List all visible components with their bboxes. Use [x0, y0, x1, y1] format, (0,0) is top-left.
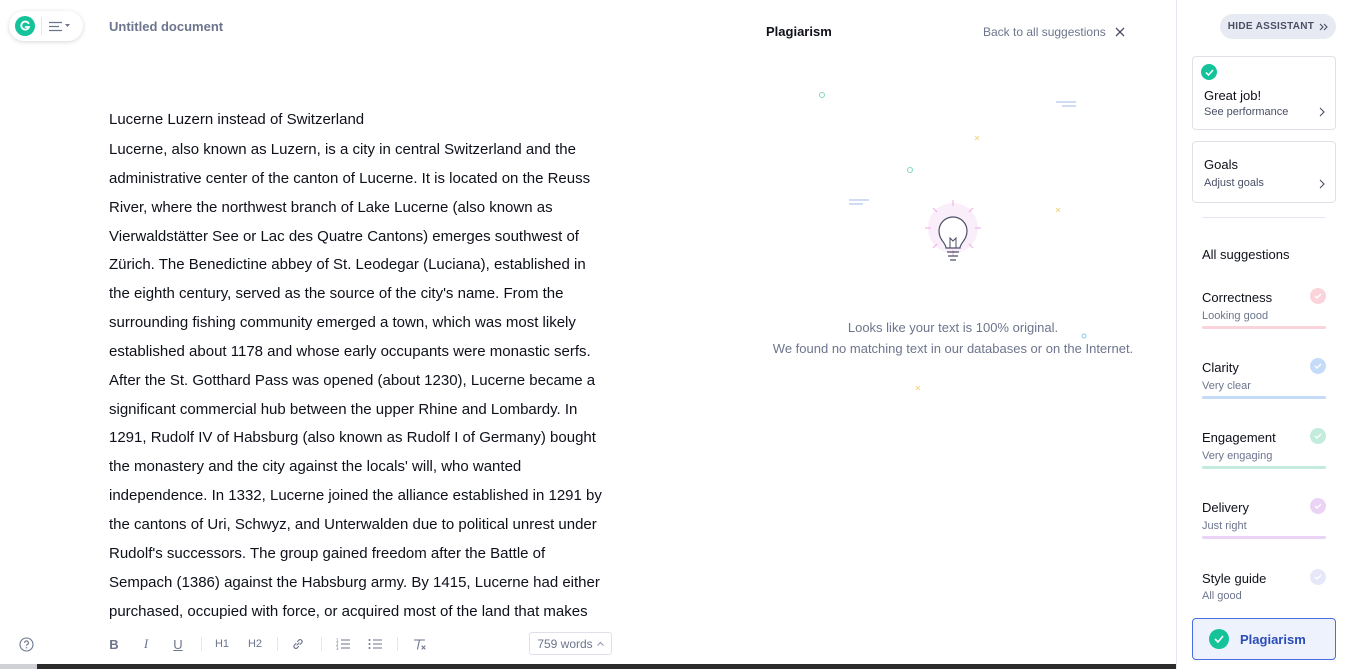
goals-card-title: Goals [1204, 157, 1238, 172]
category-delivery[interactable] [1202, 500, 1326, 540]
word-count-label: 759 words [537, 636, 593, 651]
check-circle-icon [1310, 498, 1326, 514]
grammarly-logo-icon [15, 16, 35, 36]
grammarly-menu-pill[interactable] [9, 11, 83, 41]
double-chevron-right-icon [1319, 23, 1328, 31]
italic-button[interactable]: I [143, 636, 149, 651]
text-line: administrative center of the canton of Lucerne. It is located on the Reuss [109, 169, 591, 187]
text-line: River, where the northwest branch of Lake Lucerne (also known as [109, 198, 553, 216]
text-line: established about 1178 and whose early occupants were monastic serfs. [109, 342, 591, 360]
text-line: Lucerne, also known as Luzern, is a city in central Switzerland and the [109, 141, 576, 158]
toolbar-divider [201, 637, 202, 651]
performance-card-subtitle: See performance [1204, 106, 1289, 118]
toolbar-divider [397, 637, 398, 651]
category-name: Correctness [1202, 290, 1273, 305]
plagiarism-message-line1: Looks like your text is 100% original. [847, 320, 1059, 335]
category-status: Very clear [1202, 380, 1251, 392]
document-heading: Lucerne Luzern instead of Switzerland [109, 111, 365, 128]
clear-formatting-icon[interactable] [411, 635, 427, 653]
link-icon[interactable] [290, 635, 306, 653]
text-line: significant commercial hub between the upper Rhine and Lombardy. In [109, 400, 578, 418]
help-icon[interactable] [17, 635, 35, 653]
text-line: purchased, occupied with force, or acquired most of the land that makes [109, 602, 588, 620]
category-progress-bar [1202, 396, 1326, 399]
category-name: Delivery [1202, 500, 1249, 515]
category-name: Clarity [1202, 360, 1239, 375]
text-line: 1291, Rudolf IV of Habsburg (also known as Rudolf I of Germany) bought [109, 429, 596, 447]
category-status: Very engaging [1202, 450, 1273, 462]
check-circle-icon [1310, 288, 1326, 304]
text-line: Vierwaldstätter See or Lac des Quatre Cantons) emerges southwest of [109, 227, 579, 245]
word-count-button[interactable] [529, 632, 612, 655]
formatting-toolbar [0, 630, 700, 658]
svg-text:1: 1 [336, 638, 339, 643]
bulleted-list-icon[interactable] [366, 635, 384, 653]
category-engagement[interactable] [1202, 430, 1326, 470]
performance-card[interactable] [1192, 56, 1336, 130]
chevron-right-icon [1319, 107, 1325, 117]
bold-button[interactable]: B [109, 636, 119, 652]
check-circle-icon [1310, 428, 1326, 444]
text-line: independence. In 1332, Lucerne joined the alliance established in 1291 by [109, 487, 602, 505]
document-paragraph [109, 136, 654, 626]
goals-card[interactable] [1192, 141, 1336, 203]
sidebar-divider [1202, 217, 1325, 218]
heading2-button[interactable]: H2 [247, 638, 263, 650]
close-icon[interactable] [1115, 27, 1125, 37]
hide-assistant-button[interactable] [1220, 14, 1336, 39]
plagiarism-button[interactable] [1192, 618, 1336, 660]
chevron-right-icon [1319, 179, 1325, 189]
check-circle-icon [1209, 629, 1229, 649]
toolbar-divider [277, 637, 278, 651]
check-circle-icon [1310, 569, 1326, 585]
category-progress-bar [1202, 326, 1326, 329]
hide-assistant-label: HIDE ASSISTANT [1227, 21, 1315, 32]
numbered-list-icon[interactable] [334, 635, 352, 653]
text-line: the monastery and the city against the locals' will, who wanted [109, 458, 522, 476]
underline-button[interactable]: U [173, 636, 183, 652]
heading1-button[interactable]: H1 [214, 638, 230, 650]
category-status: Just right [1202, 520, 1247, 532]
pill-divider [41, 17, 42, 35]
text-line: the cantons of Uri, Schwyz, and Unterwalden due to political unrest under [109, 515, 597, 533]
check-circle-icon [1201, 64, 1217, 80]
plagiarism-message-line2: We found no matching text in our databases or on the Internet. [772, 341, 1134, 356]
goals-card-subtitle: Adjust goals [1204, 177, 1264, 189]
bottom-edge-bar [0, 664, 1176, 669]
category-progress-bar [1202, 536, 1326, 539]
category-name: Style guide [1202, 571, 1267, 586]
bottom-edge-bar-left [0, 664, 37, 669]
text-line: Rudolf's successors. The group gained freedom after the Battle of [109, 544, 546, 562]
category-name: Engagement [1202, 430, 1276, 445]
svg-text:3: 3 [336, 646, 339, 650]
plagiarism-result-message [753, 317, 1153, 359]
back-to-suggestions-link[interactable] [983, 25, 1125, 39]
category-clarity[interactable] [1202, 360, 1326, 400]
text-line: Zürich. The Benedictine abbey of St. Leodegar (Luciana), established in [109, 256, 586, 274]
text-line: surrounding fishing community emerged a town, which was most likely [109, 314, 576, 332]
category-progress-bar [1202, 466, 1326, 469]
toolbar-divider [321, 637, 322, 651]
category-status: Looking good [1202, 310, 1269, 322]
plagiarism-button-label: Plagiarism [1240, 631, 1306, 647]
category-correctness[interactable] [1202, 290, 1326, 330]
all-suggestions-link[interactable]: All suggestions [1202, 247, 1290, 262]
text-line: Sempach (1386) against the Habsburg army. By 1415, Lucerne had either [109, 573, 600, 591]
document-title[interactable]: Untitled document [109, 19, 224, 34]
performance-card-title: Great job! [1204, 88, 1262, 103]
text-line: After the St. Gotthard Pass was opened (about 1230), Lucerne became a [109, 371, 596, 389]
plagiarism-panel-title: Plagiarism [766, 24, 832, 39]
svg-text:2: 2 [336, 642, 339, 647]
assistant-sidebar [1176, 0, 1346, 669]
category-status: All good [1202, 590, 1242, 602]
check-circle-icon [1310, 358, 1326, 374]
back-link-label: Back to all suggestions [983, 25, 1106, 39]
chevron-up-icon [597, 641, 604, 646]
category-style-guide[interactable] [1202, 571, 1326, 615]
hamburger-menu-icon[interactable] [49, 21, 70, 32]
document-editor[interactable] [109, 108, 654, 628]
text-line: the eighth century, served as the source of the city's name. From the [109, 285, 564, 303]
